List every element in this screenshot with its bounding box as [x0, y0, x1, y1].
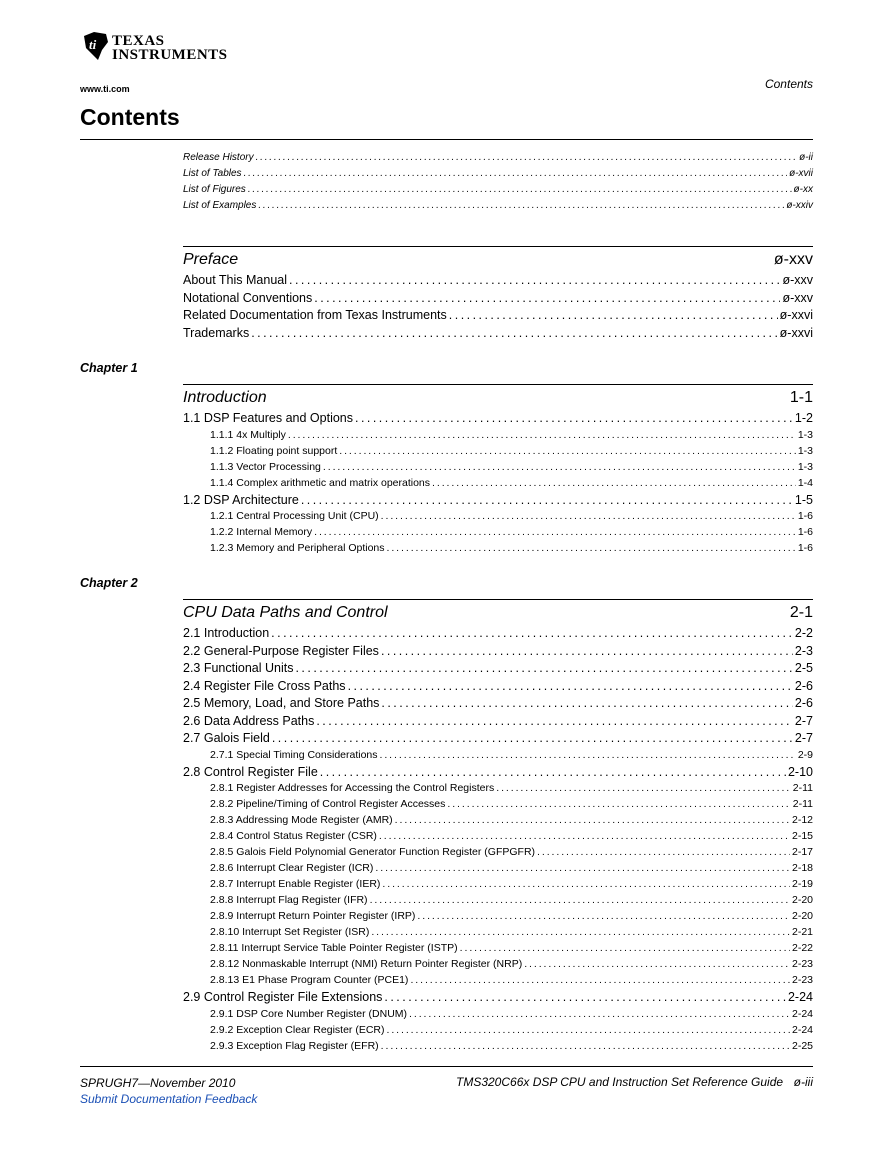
toc-entry-page: 1-6 — [797, 510, 813, 522]
toc-entry[interactable] — [183, 445, 813, 459]
toc-entry-label: 2.8.10 Interrupt Set Register (ISR) — [210, 926, 370, 938]
toc-entry[interactable] — [183, 731, 813, 747]
toc-entry[interactable] — [183, 493, 813, 509]
toc-entry-label: 2.4 Register File Cross Paths — [183, 678, 346, 693]
dot-leader — [316, 714, 793, 728]
dot-leader — [381, 1040, 790, 1052]
toc-entry[interactable]: Notational Conventions . . . ø-xxv — [183, 291, 813, 307]
toc-entry-label: 2.8.3 Addressing Mode Register (AMR) — [210, 814, 393, 826]
dot-leader — [271, 626, 793, 640]
toc-entry-page: 1-6 — [797, 542, 813, 554]
dot-leader — [387, 542, 796, 554]
toc-entry-label: 2.8.6 Interrupt Clear Register (ICR) — [210, 862, 374, 874]
dot-leader — [381, 510, 796, 522]
toc-entry[interactable] — [183, 846, 813, 860]
toc-entry-label: 1.2.1 Central Processing Unit (CPU) — [210, 510, 379, 522]
toc-entry[interactable] — [183, 411, 813, 427]
toc-entry-page: 2-12 — [791, 814, 813, 826]
toc-entry-label: 2.8 Control Register File — [183, 764, 318, 779]
page-number: ø-iii — [793, 1075, 813, 1089]
toc-entry[interactable]: Trademarks . . . ø-xxvi — [183, 326, 813, 342]
dot-leader — [409, 1008, 790, 1020]
section-heading[interactable]: CPU Data Paths and Control 2-1 — [183, 599, 813, 622]
toc-entry-page: 1-2 — [794, 411, 813, 425]
toc-entry-label: 2.9.2 Exception Clear Register (ECR) — [210, 1023, 385, 1036]
toc-entry-label: 2.8.4 Control Status Register (CSR) — [210, 830, 377, 842]
toc-entry[interactable] — [183, 990, 813, 1006]
toc-entry-label: 2.6 Data Address Paths — [183, 713, 315, 728]
toc-entry-page: 2-9 — [797, 748, 813, 761]
toc-entry-page: 2-18 — [791, 862, 813, 874]
toc-entry[interactable]: List of Figures . . . ø-xx — [183, 184, 813, 198]
dot-leader — [288, 429, 796, 441]
toc-entry-label: 2.8.13 E1 Phase Program Counter (PCE1) — [210, 974, 409, 986]
toc-entry[interactable] — [183, 894, 813, 908]
dot-leader — [417, 910, 790, 922]
toc-entry-label: 1.1.1 4x Multiply — [210, 428, 286, 441]
dot-leader — [371, 926, 790, 938]
toc-entry[interactable] — [183, 749, 813, 763]
toc-entry-page: 2-3 — [794, 643, 813, 658]
toc-entry[interactable]: About This Manual . . . ø-xxv — [183, 273, 813, 289]
toc-entry-page: 2-24 — [791, 1007, 813, 1020]
toc-entry-page: 2-6 — [794, 678, 813, 693]
dot-leader — [524, 958, 790, 970]
toc-entry[interactable] — [183, 461, 813, 475]
toc-entry[interactable] — [183, 1040, 813, 1054]
toc-entry-label: 2.9.3 Exception Flag Register (EFR) — [210, 1039, 379, 1052]
svg-text:ti: ti — [89, 37, 97, 52]
toc-entry-label: 2.1 Introduction — [183, 626, 270, 640]
toc-entry[interactable] — [183, 926, 813, 940]
toc-entry-page: 2-6 — [794, 696, 813, 710]
toc-entry-label: 1.1.2 Floating point support — [210, 444, 338, 457]
section-heading[interactable]: Introduction 1-1 — [183, 384, 813, 407]
toc-entry[interactable] — [183, 644, 813, 660]
dot-leader — [339, 445, 796, 457]
toc-entry[interactable] — [183, 782, 813, 796]
toc-entry-label: 2.8.5 Galois Field Polynomial Generator Function Register (GFPGFR) — [210, 846, 536, 858]
toc-entry-page: 2-2 — [794, 626, 813, 640]
dot-leader — [375, 862, 790, 874]
toc-entry-label: 2.8.1 Register Addresses for Accessing the Control Registers — [210, 782, 495, 794]
toc-entry[interactable] — [183, 429, 813, 443]
dot-leader — [379, 830, 790, 842]
toc-entry[interactable] — [183, 1024, 813, 1038]
dot-leader — [382, 878, 790, 890]
logo-line1: TEXAS — [112, 33, 165, 49]
toc-entry-label: 2.8.7 Interrupt Enable Register (IER) — [210, 878, 381, 890]
toc-entry[interactable] — [183, 862, 813, 876]
chapter-label: Chapter 1 — [80, 361, 138, 375]
dot-leader — [537, 846, 790, 858]
toc-entry[interactable] — [183, 510, 813, 524]
dot-leader — [381, 644, 793, 658]
footer-rule — [80, 1066, 813, 1067]
toc-entry[interactable] — [183, 814, 813, 828]
toc-entry-page: 2-23 — [791, 958, 813, 970]
toc-entry[interactable] — [183, 661, 813, 677]
toc-entry[interactable] — [183, 542, 813, 556]
toc-entry-label: 2.2 General-Purpose Register Files — [183, 643, 379, 658]
ti-logo — [80, 30, 228, 66]
dot-leader — [355, 411, 793, 425]
toc-entry-label: 2.9 Control Register File Extensions — [183, 990, 383, 1004]
dot-leader — [380, 749, 796, 761]
toc-entry-label: 2.7.1 Special Timing Considerations — [210, 748, 378, 761]
toc-entry-page: 1-3 — [797, 444, 813, 457]
toc-entry-page: 1-5 — [794, 492, 813, 507]
toc-entry-label: 2.8.11 Interrupt Service Table Pointer Register (ISTP) — [210, 942, 458, 954]
doc-id: SPRUGH7—November 2010 — [80, 1076, 236, 1090]
footer-left — [80, 1075, 257, 1107]
toc-entry-label: 2.3 Functional Units — [183, 661, 294, 675]
toc-entry-page: 2-22 — [791, 942, 813, 954]
toc-entry[interactable] — [183, 958, 813, 972]
dot-leader — [460, 942, 790, 954]
toc-entry-page: 2-7 — [794, 713, 813, 728]
dot-leader — [314, 526, 796, 538]
dot-leader — [432, 477, 796, 489]
toc-entry-label: 1.2.3 Memory and Peripheral Options — [210, 542, 385, 554]
title-rule — [80, 139, 813, 140]
toc-entry-page: 1-6 — [797, 526, 813, 538]
toc-entry[interactable] — [183, 679, 813, 695]
dot-leader — [272, 731, 793, 745]
toc-entry-label: 1.2.2 Internal Memory — [210, 526, 313, 538]
toc-entry-page: 2-15 — [791, 830, 813, 842]
feedback-link[interactable]: Submit Documentation Feedback — [80, 1092, 258, 1106]
section-heading[interactable]: Preface ø-xxv — [183, 246, 813, 269]
ti-logo-text — [112, 34, 228, 62]
toc-entry-page: 1-3 — [797, 460, 813, 473]
dot-leader — [387, 1024, 790, 1036]
toc-entry-page: 2-25 — [791, 1039, 813, 1052]
dot-leader — [320, 765, 786, 779]
toc-entry[interactable] — [183, 1008, 813, 1022]
ti-logo-icon — [80, 30, 110, 62]
dot-leader — [323, 461, 796, 473]
site-url[interactable]: www.ti.com — [80, 84, 130, 94]
toc-entry[interactable] — [183, 798, 813, 812]
toc-entry[interactable] — [183, 942, 813, 956]
toc-entry-page: 2-23 — [791, 974, 813, 986]
toc-entry-label: 2.5 Memory, Load, and Store Paths — [183, 696, 380, 710]
toc-entry[interactable]: List of Tables . . . ø-xvii — [183, 168, 813, 182]
toc-entry[interactable]: Related Documentation from Texas Instruments . . . ø-xxvi — [183, 308, 813, 324]
dot-leader — [348, 679, 793, 693]
toc-entry-label: 2.8.12 Nonmaskable Interrupt (NMI) Return Pointer Register (NRP) — [210, 958, 523, 970]
toc-entry-page: 2-20 — [791, 894, 813, 906]
toc-entry-page: 2-10 — [787, 764, 813, 779]
toc-entry[interactable] — [183, 974, 813, 988]
dot-leader — [370, 894, 790, 906]
toc-entry-page: 2-11 — [792, 782, 813, 794]
toc-entry-page: 2-20 — [791, 910, 813, 922]
toc-entry-page: 2-21 — [791, 926, 813, 938]
page-title: Contents — [80, 104, 180, 130]
toc-entry[interactable] — [183, 477, 813, 491]
chapter-label: Chapter 2 — [80, 576, 138, 590]
dot-leader — [381, 696, 793, 710]
logo-line2: INSTRUMENTS — [112, 47, 228, 63]
toc-entry-label: 2.8.2 Pipeline/Timing of Control Register Accesses — [210, 798, 446, 810]
dot-leader — [410, 974, 790, 986]
toc-entry-page: 1-3 — [797, 428, 813, 441]
toc-entry-page: 2-7 — [794, 731, 813, 745]
toc-entry-label: 1.1 DSP Features and Options — [183, 411, 354, 425]
dot-leader — [447, 798, 790, 810]
dot-leader — [395, 814, 790, 826]
toc-entry-label: 1.1.3 Vector Processing — [210, 460, 321, 473]
doc-title: TMS320C66x DSP CPU and Instruction Set Reference Guide — [456, 1075, 784, 1089]
toc-entry[interactable] — [183, 714, 813, 730]
toc-entry-label: 2.9.1 DSP Core Number Register (DNUM) — [210, 1007, 408, 1020]
toc-entry-label: 2.8.9 Interrupt Return Pointer Register (IRP) — [210, 910, 416, 922]
toc-entry[interactable] — [183, 830, 813, 844]
toc-entry-label: 1.2 DSP Architecture — [183, 492, 299, 507]
toc-entry-label: 2.8.8 Interrupt Flag Register (IFR) — [210, 894, 368, 906]
toc-entry-page: 2-24 — [787, 990, 813, 1004]
dot-leader — [496, 782, 791, 794]
toc-entry[interactable] — [183, 526, 813, 540]
toc-entry-page: 2-11 — [792, 798, 813, 810]
toc-entry-page: 2-19 — [791, 878, 813, 890]
toc-entry-page: 2-5 — [794, 661, 813, 675]
toc-entry[interactable] — [183, 910, 813, 924]
toc-entry[interactable]: List of Examples . . . ø-xxiv — [183, 200, 813, 214]
running-title: Contents — [764, 77, 813, 91]
toc-entry[interactable] — [183, 878, 813, 892]
toc-entry-page: 2-17 — [791, 846, 813, 858]
toc-entry[interactable] — [183, 626, 813, 642]
toc-entry[interactable] — [183, 765, 813, 781]
toc-entry-page: 1-4 — [797, 476, 813, 489]
dot-leader — [301, 493, 793, 507]
toc-entry-page: 2-24 — [791, 1023, 813, 1036]
toc-entry[interactable] — [183, 696, 813, 712]
toc-entry-label: 1.1.4 Complex arithmetic and matrix operations — [210, 476, 431, 489]
dot-leader — [295, 661, 792, 675]
toc-entry[interactable]: Release History . . . ø-ii — [183, 152, 813, 166]
dot-leader — [384, 990, 786, 1004]
toc-entry-label: 2.7 Galois Field — [183, 731, 270, 745]
